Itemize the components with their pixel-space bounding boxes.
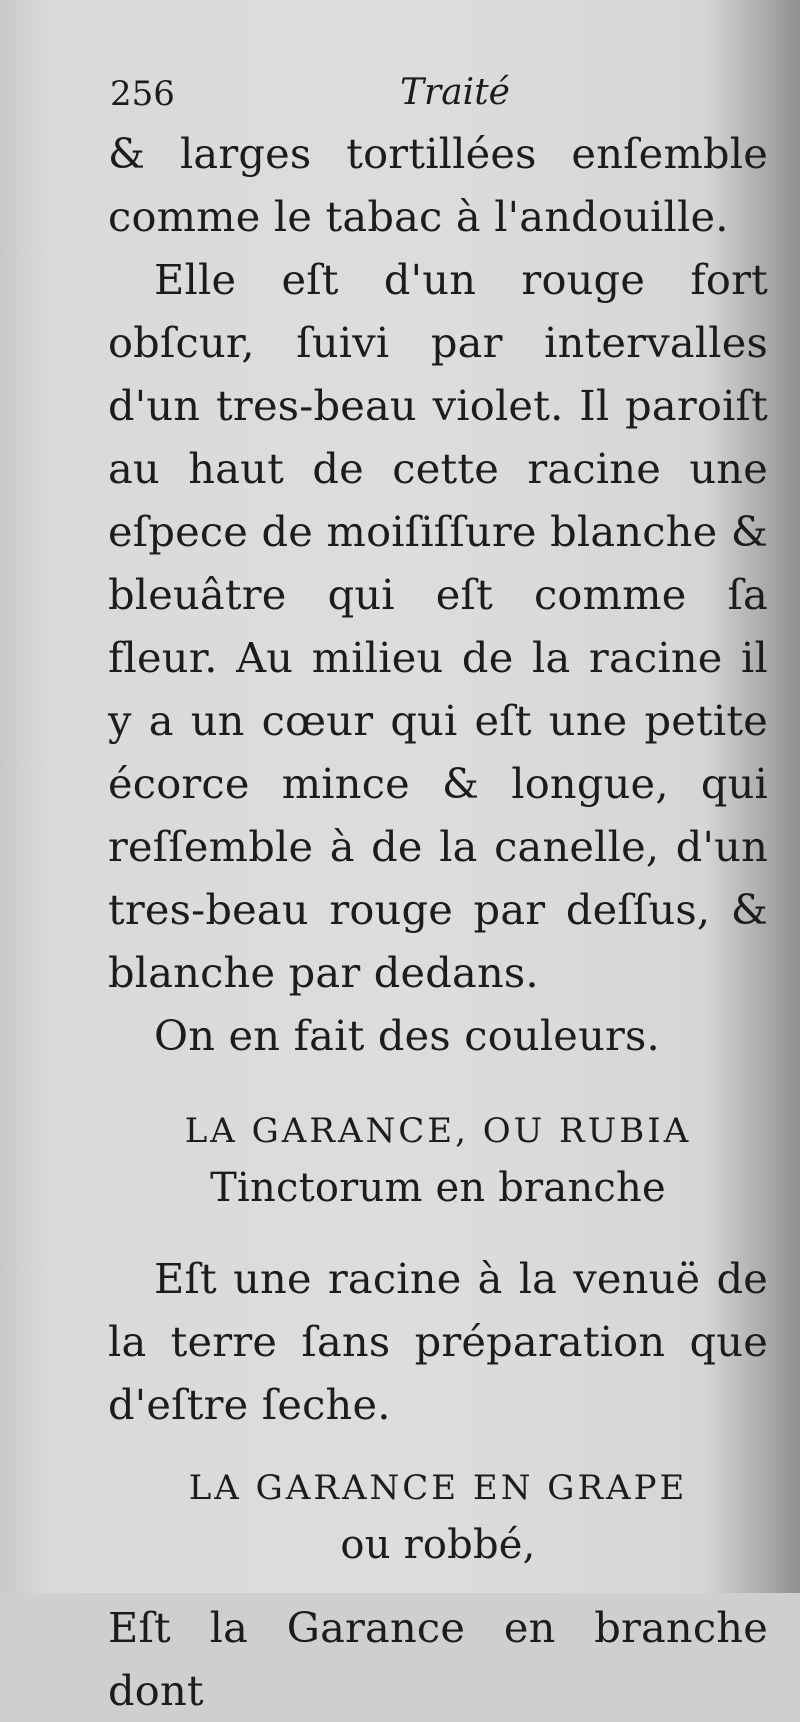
running-head bbox=[108, 66, 768, 122]
section-subheading-garance: Tinctorum en branche bbox=[210, 1165, 666, 1211]
section-subheading-grape: ou robbé, bbox=[340, 1522, 536, 1568]
running-title: Traité bbox=[400, 72, 510, 113]
paragraph-usage: On en fait des couleurs. bbox=[154, 1011, 660, 1060]
body-text bbox=[108, 122, 768, 1722]
section-heading-grape: LA GARANCE EN GRAPE bbox=[188, 1468, 688, 1508]
page-content bbox=[108, 66, 768, 1722]
page-number: 256 bbox=[110, 74, 175, 114]
paragraph-continued: & larges tortillées enſemble comme le tabac à l'andouille. bbox=[108, 129, 768, 241]
paragraph-description: Elle eſt d'un rouge fort obſcur, ſuivi par intervalles d'un tres-beau violet. Il paroiſt au haut de cette racine une eſpece de moiſiſſure blanche & bleuâtre qui eſt comme ſa fleur. Au milieu de la racine il y a un cœur qui eſt une petite écorce mince & longue, qui reſſemble à de la canelle, d'un tres-beau rouge par deſſus, & blanche par dedans. bbox=[108, 255, 768, 997]
section-heading-garance: LA GARANCE, OU RUBIA bbox=[184, 1111, 692, 1151]
paragraph-grape: Eſt la Garance en branche dont bbox=[108, 1603, 768, 1715]
paragraph-garance: Eſt une racine à la venuë de la terre ſans préparation que d'eſtre ſeche. bbox=[108, 1254, 768, 1429]
